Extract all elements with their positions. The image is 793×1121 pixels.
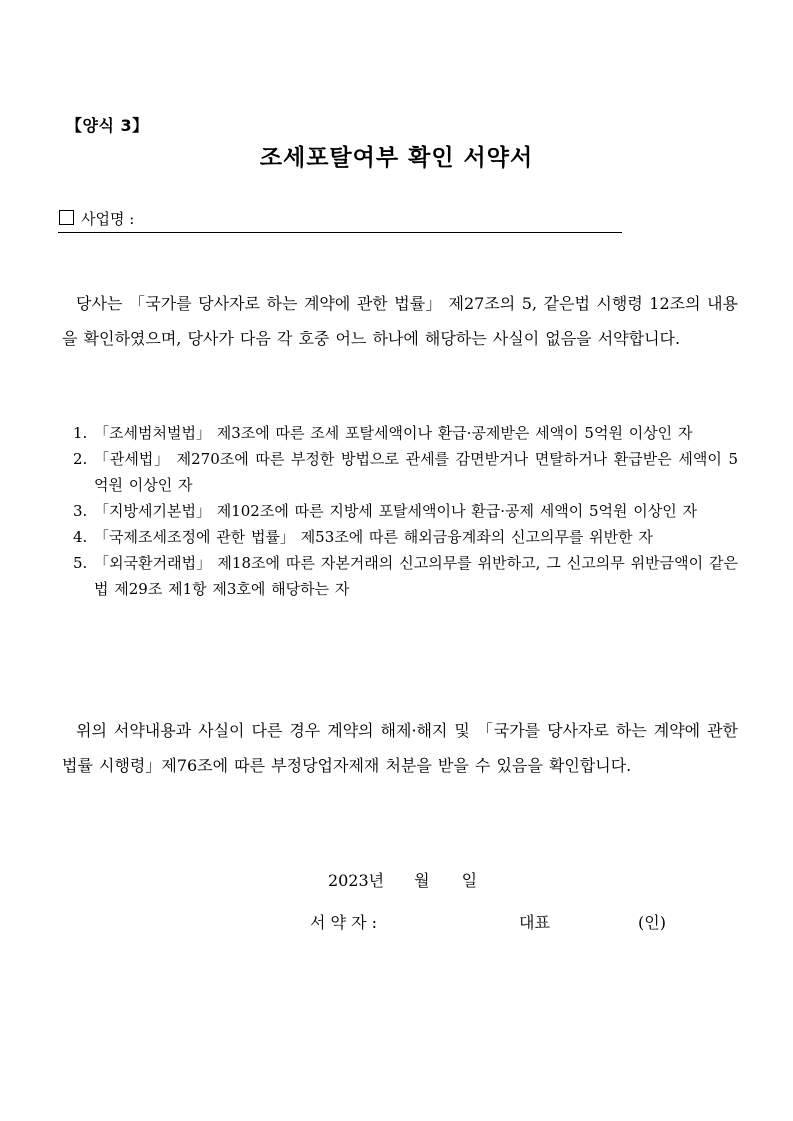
disqualification-list xyxy=(62,420,738,602)
list-item-number: 2. xyxy=(73,450,88,468)
date-day: 일 xyxy=(461,871,478,890)
list-item xyxy=(62,550,738,602)
list-item-text: 「국제조세조정에 관한 법률」 제53조에 따른 해외금융계좌의 신고의무를 위반한 자 xyxy=(94,528,653,546)
list-item xyxy=(62,498,738,524)
seal-mark: (인) xyxy=(638,913,666,932)
date-month: 월 xyxy=(414,871,430,890)
list-item xyxy=(62,524,738,550)
list-item-text: 「조세범처벌법」 제3조에 따른 조세 포탈세액이나 환급·공제받은 세액이 5억원 이상인 자 xyxy=(94,424,693,442)
list-item-number: 1. xyxy=(73,424,88,442)
date-line xyxy=(0,868,793,891)
list-item-text: 「외국환거래법」 제18조에 따른 자본거래의 신고의무를 위반하고, 그 신고의무 위반금액이 같은 법 제29조 제1항 제3호에 해당하는 자 xyxy=(94,554,738,598)
representative-label: 대표 xyxy=(519,913,550,932)
signer-label: 서 약 자 : xyxy=(310,913,378,932)
list-item-number: 5. xyxy=(73,554,88,572)
checkbox-icon xyxy=(59,210,74,225)
pledge-paragraph: 당사는 「국가를 당사자로 하는 계약에 관한 법률」 제27조의 5, 같은법 시행령 12조의 내용을 확인하였으며, 당사가 다음 각 호중 어느 하나에 해당하는 사실이 없음을 서약합니다. xyxy=(62,294,738,348)
list-item-number: 4. xyxy=(73,528,88,546)
form-number-label: 【양식 3】 xyxy=(66,116,149,135)
list-item xyxy=(62,420,738,446)
confirmation-paragraph: 위의 서약내용과 사실이 다른 경우 계약의 해제·해지 및 「국가를 당사자로 하는 계약에 관한 법률 시행령」제76조에 따른 부정당업자제재 처분을 받을 수 있음을 확인합니다. xyxy=(62,721,738,775)
list-item-text: 「관세법」 제270조에 따른 부정한 방법으로 관세를 감면받거나 면탈하거나 환급받은 세액이 5억원 이상인 자 xyxy=(94,450,738,494)
list-item-number: 3. xyxy=(73,502,88,520)
project-name-label: 사업명 : xyxy=(81,210,135,228)
list-item-text: 「지방세기본법」 제102조에 따른 지방세 포탈세액이나 환급·공제 세액이 5억원 이상인 자 xyxy=(94,502,698,520)
project-name-row xyxy=(58,208,622,233)
document-title: 조세포탈여부 확인 서약서 xyxy=(259,145,534,171)
date-year: 2023년 xyxy=(327,871,385,890)
list-item xyxy=(62,446,738,498)
